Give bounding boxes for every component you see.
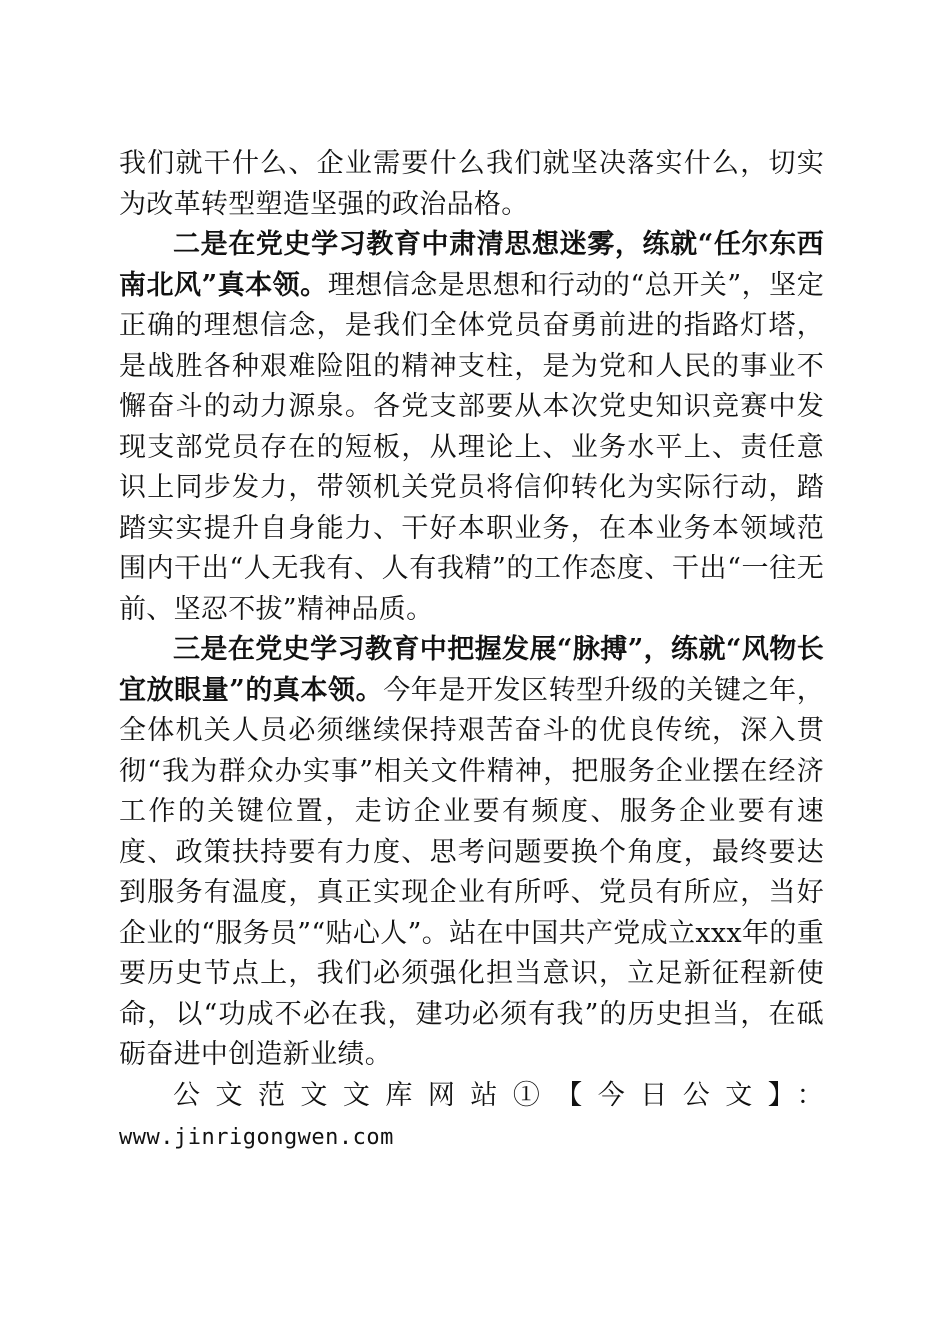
footer-url[interactable]: www.jinrigongwen.com <box>119 1125 394 1150</box>
paragraph-text: 我们就干什么、企业需要什么我们就坚决落实什么，切实为改革转型塑造坚强的政治品格。 <box>119 148 824 220</box>
paragraph-text: 今年是开发区转型升级的关键之年，全体机关人员必须继续保持艰苦奋斗的优良传统，深入贯彻“我为群众办实事”相关文件精神，把服务企业摆在经济工作的关键位置，走访企业要有频度、服务企业要有速度、政策扶持要有力度、思考问题要换个角度，最终要达到服务有温度，真正实现企业有所呼、党员有所应，当好企业的“服务员”“贴心人”。站在中国共产党成立xxx年的重要历史节点上，我们必须强化担当意识，立足新征程新使命，以“功成不必在我，建功必须有我”的历史担当，在砥砺奋进中创造新业绩。 <box>119 674 824 1070</box>
paragraph-lead: 二是在党史学习教育中肃清思想迷雾，练就“任尔东西南北风”真本领。 <box>119 229 824 301</box>
paragraph-continuation <box>119 144 824 225</box>
paragraph-text: 理想信念是思想和行动的“总开关”，坚定正确的理想信念，是我们全体党员奋勇前进的指路灯塔，是战胜各种艰难险阻的精神支柱，是为党和人民的事业不懈奋斗的动力源泉。各党支部要从本次党史知识竞赛中发现支部党员存在的短板，从理论上、业务水平上、责任意识上同步发力，带领机关党员将信仰转化为实际行动，踏踏实实提升自身能力、干好本职业务，在本业务本领域范围内干出“人无我有、人有我精”的工作态度、干出“一往无前、坚忍不拔”精神品质。 <box>119 269 824 625</box>
paragraph-three <box>119 630 824 1076</box>
footer-label: 公文范文文库网站①【今日公文】： <box>173 1079 824 1111</box>
source-footer <box>119 1076 824 1159</box>
paragraph-two <box>119 225 824 630</box>
document-page <box>119 144 824 1159</box>
paragraph-lead: 三是在党史学习教育中把握发展“脉搏”，练就“风物长宜放眼量”的真本领。 <box>119 634 824 706</box>
